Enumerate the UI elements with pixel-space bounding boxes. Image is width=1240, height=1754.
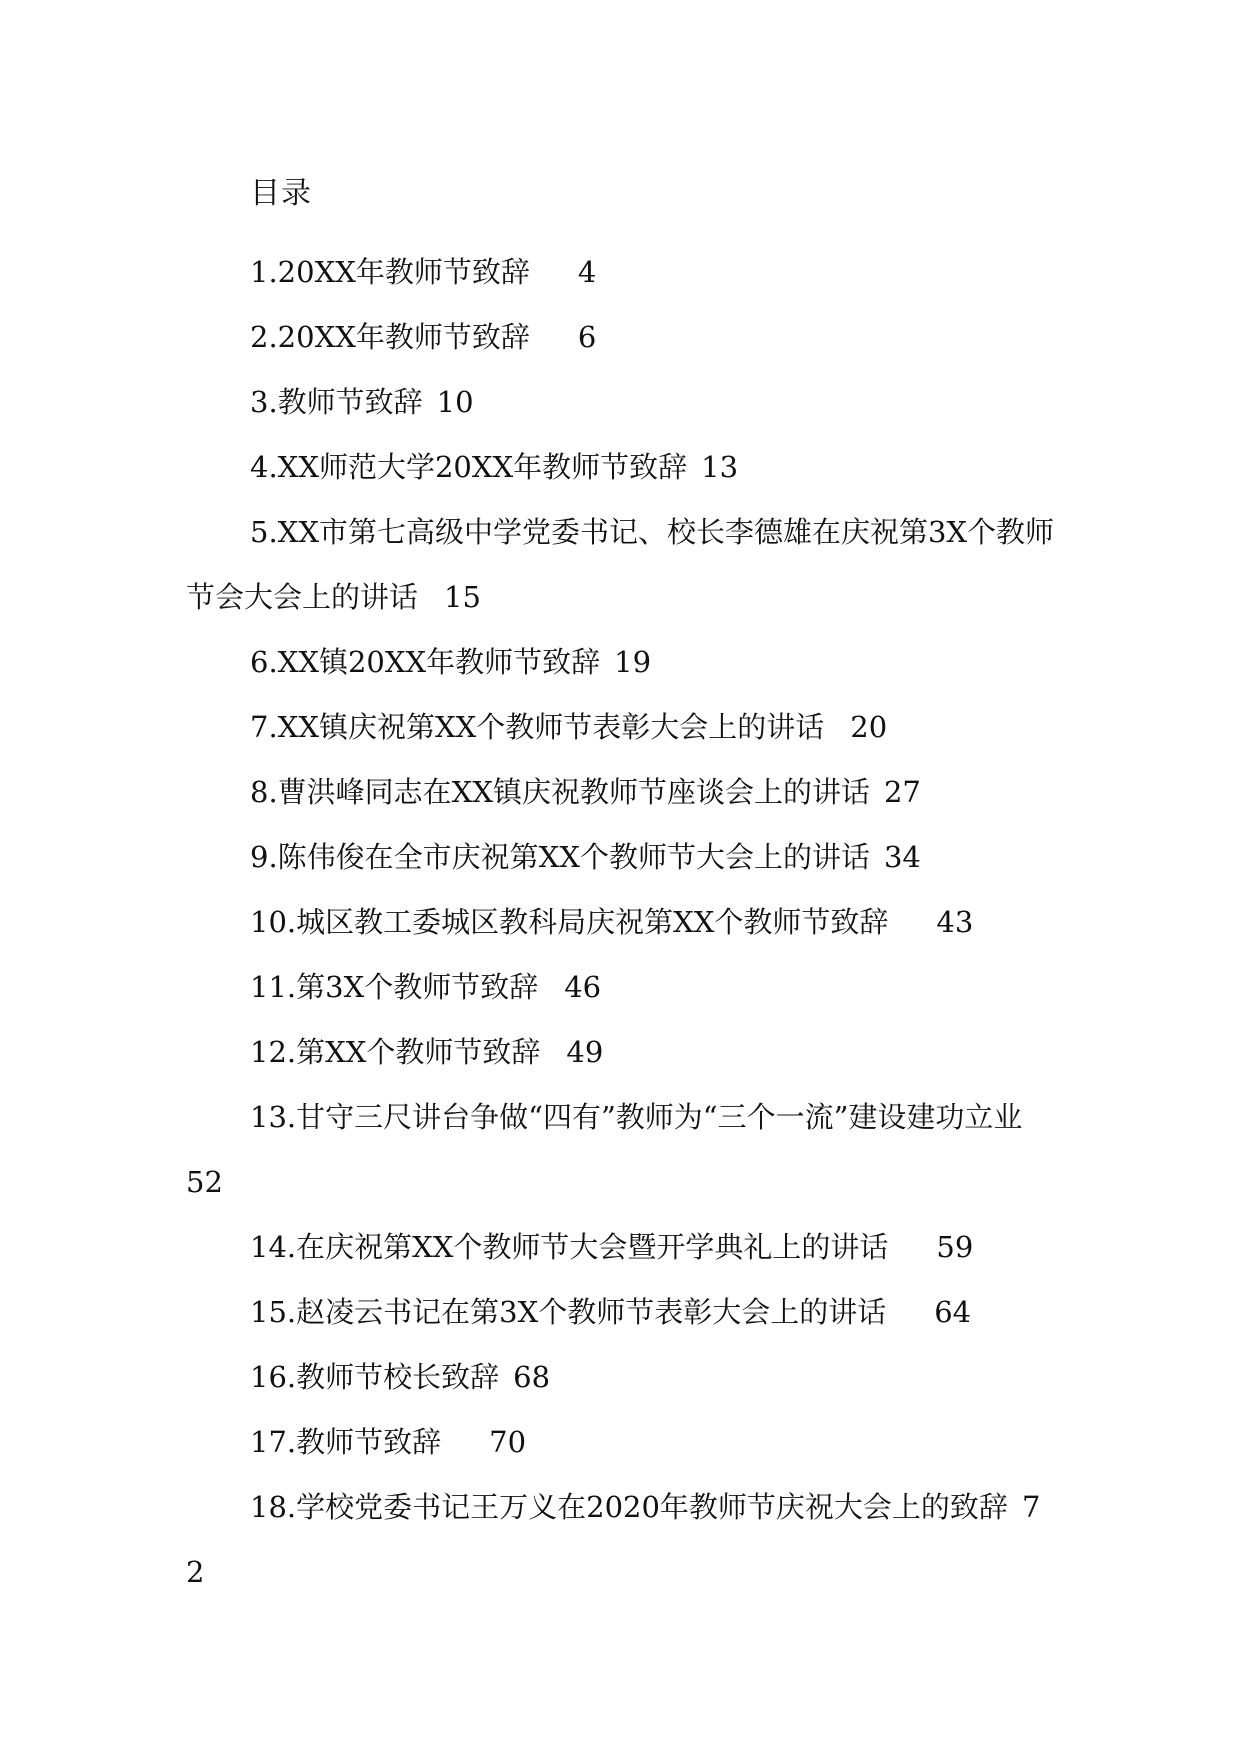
toc-entry xyxy=(186,1085,1056,1215)
toc-title: 目录 xyxy=(250,176,312,211)
toc-page-number: 20 xyxy=(850,710,888,744)
toc-entry xyxy=(186,1410,1056,1475)
toc-entry-title: 11.第3X个教师节致辞 xyxy=(250,970,539,1004)
toc-entry-title: 17.教师节致辞 xyxy=(250,1425,442,1459)
toc-page-number: 27 xyxy=(883,775,921,809)
toc-entry-title: 14.在庆祝第XX个教师节大会暨开学典礼上的讲话 xyxy=(250,1230,889,1264)
toc-entry xyxy=(186,500,1056,630)
toc-entry xyxy=(186,435,1056,500)
toc-page-number: 10 xyxy=(436,385,474,419)
toc-entry-title: 3.教师节致辞 xyxy=(250,385,423,419)
toc-page-number: 49 xyxy=(566,1035,604,1069)
toc-page-number: 72 xyxy=(186,1490,1041,1589)
toc-entry-title: 4.XX师范大学20XX年教师节致辞 xyxy=(250,450,688,484)
toc-entry xyxy=(186,630,1056,695)
toc-entry xyxy=(186,305,1056,370)
toc-entry-title: 18.学校党委书记王万义在2020年教师节庆祝大会上的致辞 xyxy=(250,1490,1008,1524)
toc-page-number: 13 xyxy=(701,450,739,484)
toc-page-number: 43 xyxy=(936,905,974,939)
toc-entry-title: 10.城区教工委城区教科局庆祝第XX个教师节致辞 xyxy=(250,905,889,939)
toc-entry xyxy=(186,370,1056,435)
toc-entry xyxy=(186,240,1056,305)
toc-entry-title: 7.XX镇庆祝第XX个教师节表彰大会上的讲话 xyxy=(250,710,825,744)
toc-page-number: 68 xyxy=(513,1360,551,1394)
toc-page-number: 59 xyxy=(936,1230,974,1264)
toc-entry xyxy=(186,760,1056,825)
toc-entry xyxy=(186,1280,1056,1345)
toc-page-number: 4 xyxy=(577,255,597,289)
toc-entry xyxy=(186,695,1056,760)
toc-entry-title: 9.陈伟俊在全市庆祝第XX个教师节大会上的讲话 xyxy=(250,840,870,874)
toc-entry-title: 1.20XX年教师节致辞 xyxy=(250,255,530,289)
toc-entry-title: 15.赵凌云书记在第3X个教师节表彰大会上的讲话 xyxy=(250,1295,887,1329)
toc-entry-title: 16.教师节校长致辞 xyxy=(250,1360,500,1394)
toc-entry xyxy=(186,1345,1056,1410)
toc-entry-title: 6.XX镇20XX年教师节致辞 xyxy=(250,645,601,679)
toc-page-number: 52 xyxy=(186,1165,223,1199)
toc-page-number: 70 xyxy=(489,1425,527,1459)
toc-page-number: 46 xyxy=(564,970,602,1004)
toc-entry xyxy=(186,1020,1056,1085)
toc-entry xyxy=(186,825,1056,890)
toc-entry xyxy=(186,890,1056,955)
table-of-contents xyxy=(186,240,1056,1605)
toc-entry-title: 13.甘守三尺讲台争做“四有”教师为“三个一流”建设建功立业 xyxy=(250,1100,1023,1134)
toc-entry-title: 2.20XX年教师节致辞 xyxy=(250,320,530,354)
toc-page-number: 64 xyxy=(934,1295,972,1329)
toc-entry-title: 8.曹洪峰同志在XX镇庆祝教师节座谈会上的讲话 xyxy=(250,775,870,809)
toc-page-number: 6 xyxy=(577,320,597,354)
toc-entry xyxy=(186,1475,1056,1605)
toc-entry-title: 12.第XX个教师节致辞 xyxy=(250,1035,541,1069)
toc-page-number: 34 xyxy=(883,840,921,874)
toc-entry xyxy=(186,955,1056,1020)
toc-entry-title: 5.XX市第七高级中学党委书记、校长李德雄在庆祝第3X个教师节会大会上的讲话 xyxy=(186,515,1055,614)
toc-page-number: 15 xyxy=(444,580,481,614)
toc-entry xyxy=(186,1215,1056,1280)
toc-page-number: 19 xyxy=(614,645,652,679)
